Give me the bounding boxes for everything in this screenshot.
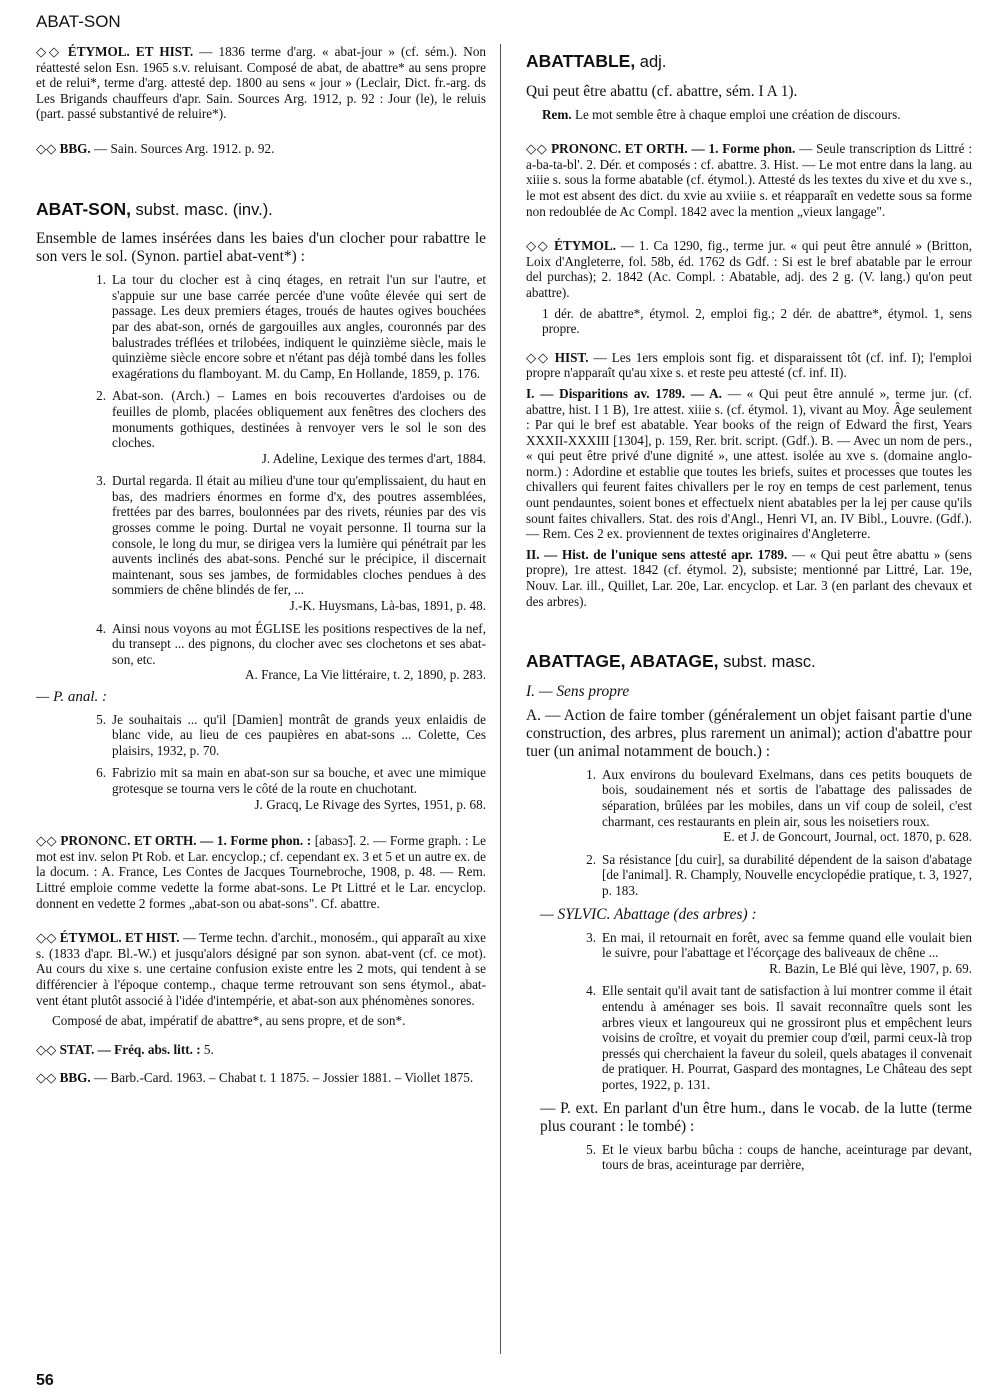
example-text: En mai, il retournait en forêt, avec sa femme quand elle voulait bien le suivre, pour l'abattage et l'écorçage des baliveaux de chêne ... — [602, 929, 972, 961]
page-number: 56 — [36, 1372, 54, 1389]
example-number: 5. — [96, 711, 106, 727]
bibliography-section-2 — [36, 1070, 486, 1086]
headword: ABAT-SON, — [36, 198, 131, 219]
pronunciation-section — [526, 141, 972, 219]
pronunciation-label: ◇◇ PRONONC. ET ORTH. — 1. Forme phon. — [526, 141, 796, 157]
example — [526, 852, 972, 899]
example-text: Je souhaitais ... qu'il [Damien] montrât de grands yeux enlaidis de blanc vide, au lieu de ces paupières en abat-sons ... — [112, 711, 486, 743]
etymology-text: — 1. Ca 1290, fig., terme jur. « qui peut être annulé » (Britton, Loix d'Angleterre, fol. 58b, éd. 1762 ds Gdf. : Si est le bref abatable par le errour del purchas); 2. 1842 (Ac. Compl. : Abatable, adj. des 2 g. (V. lang.) qu'on peut abattre). — [526, 238, 973, 300]
remark-text: Le mot semble être à chaque emploi une création de discours. — [574, 106, 901, 122]
bibliography-label: ◇◇ BBG. — [36, 1070, 91, 1086]
history-part-label: II. — Hist. de l'unique sens attesté apr. 1789. — [526, 546, 788, 562]
example — [526, 1142, 972, 1173]
example-number: 2. — [586, 851, 596, 867]
example-text: Aux environs du boulevard Exelmans, dans ces petits bouquets de bois, soudainement nés et sortis de l'abattage des palissades de séparation, brûlées par les mobiles, dans un vif coup de soleil, c'est charmant, ces restaurants en plein air, sous les noisetiers roux. — [602, 766, 972, 829]
pronunciation-text: [abasɔ̃]. 2. — Forme graph. : Le mot est inv. selon Pt Rob. et Lar. encyclop.; cf. cependant ex. 3 et 5 et un autre ex. de la docum. : A. France, Les Contes de Jacques Tournebroche, 1908, p. 48. — Rem. Littré emploie comme vedette la forme abat-sons. Le Pt Littré et le Lar. encyclop. donnent en vedette 2 formes „abat-son ou abat-sons". Cf. abattre. — [36, 833, 486, 911]
bibliography-text: — Sain. Sources Arg. 1912. p. 92. — [94, 140, 275, 156]
example-source: R. Champly, Nouvelle encyclopédie pratique, t. 3, 1927, p. 183. — [602, 867, 973, 898]
statistics-label: ◇◇ STAT. — Fréq. abs. litt. : — [36, 1041, 201, 1057]
headword: ABATTABLE, — [526, 51, 636, 71]
example-text: Ainsi nous voyons au mot ÉGLISE les positions respectives de la nef, du transept ... des pignons, du clocher avec ses clochetons et ses abat-son, etc. — [112, 620, 486, 667]
statistics-section — [36, 1042, 486, 1058]
example — [526, 767, 972, 845]
history-part-label: I. — Disparitions av. 1789. — A. — [526, 385, 722, 401]
example-text: Sa résistance [du cuir], sa durabilité dépendent de la saison d'abatage [de l'animal]. — [602, 851, 972, 883]
headword-grammar: subst. masc. (inv.). — [135, 200, 273, 219]
example — [526, 930, 972, 977]
definition: Ensemble de lames insérées dans les baies d'un clocher pour rabattre le son vers le sol. (Synon. partiel abat-vent*) : — [36, 230, 486, 266]
definition: Qui peut être abattu (cf. abattre, sém. I A 1). — [526, 82, 798, 100]
example — [526, 983, 972, 1092]
example-text: Elle sentait qu'il avait tant de satisfaction à lui montrer comme il était entendu à aménager ses bois. Il savait reconnaître quels sont les arbres vieux et langoureux qui ne grossiront plus et empêchent leurs voisins de croître, et voyait du premier coup d'œil, parmi ceux-là trop pressés qui cherchaient la faveur du soleil, quels abatages il convenait de pratiquer. — [602, 983, 972, 1077]
etymology-label: ◇◇ ÉTYMOL. — [526, 238, 617, 254]
headword: ABATTAGE, ABATAGE, — [526, 651, 719, 672]
example — [36, 712, 486, 759]
analogy-label: — P. anal. : — [36, 689, 107, 705]
history-text: — Les 1ers emplois sont fig. et disparaissent tôt (cf. inf. I); l'emploi propre n'apparaît qu'au xixe s. et reste peu attesté (cf. inf. II). — [526, 349, 972, 381]
example — [36, 765, 486, 812]
example-number: 6. — [96, 765, 106, 781]
example-number: 4. — [96, 620, 106, 636]
example-source: Colette, Ces plaisirs, 1932, p. 70. — [112, 727, 486, 758]
pronunciation-label: ◇◇ PRONONC. ET ORTH. — 1. Forme phon. : — [36, 833, 312, 849]
bibliography-label: ◇◇ BBG. — [36, 140, 91, 156]
etymology-label: ◇◇ ÉTYMOL. ET HIST. — [36, 44, 194, 59]
statistics-value: 5. — [203, 1041, 214, 1057]
example-source: J.-K. Huysmans, Là-bas, 1891, p. 48. — [289, 598, 486, 614]
sylvic-label: — SYLVIC. Abattage (des arbres) : — [540, 905, 757, 923]
example-source: J. Gracq, Le Rivage des Syrtes, 1951, p. 68. — [254, 796, 486, 812]
etymology-text: — Terme techn. d'archit., monosém., qui apparaît au xixe s. (1833 d'apr. Bl.-W.) et jusqu'alors désigné par son synon. abat-vent (cf. ce mot). Au cours du xixe s. une certaine confusion existe entre les 2 mots, qui tendent à se différencier à l'époque contemp., chaque terme retrouvant son sens étymol., abat-vent étant plutôt associé à l'idée d'intempérie, et abat-son aux phénomènes sonores. — [36, 930, 486, 1008]
etymology-text: — 1836 terme d'arg. « abat-jour » (cf. sém.). Non réattesté selon Esn. 1965 s.v. reluisant. Composé de abat, de abattre* au sens propre et de relui*, terme d'arg. attesté dep. 1800 au sens « jour » (Leclair, Dict. fr.-arg. ds Les Brigands chauffeurs d'apr. Sain. Sources Arg. 1912, p. 92 : Jour (le), le reluis (part. passé substantivé de reluire*). — [36, 44, 487, 122]
pronunciation-section — [36, 833, 486, 911]
entry-headword-abattable — [526, 51, 972, 71]
history-label: ◇◇ HIST. — [526, 349, 589, 365]
headword-grammar: adj. — [639, 53, 667, 71]
bibliography-section-1 — [36, 141, 486, 157]
example — [36, 272, 486, 381]
history-part-1 — [526, 386, 972, 542]
example-number: 1. — [96, 272, 106, 288]
column-rule — [500, 44, 501, 1354]
example-source: H. Pourrat, Gaspard des montagnes, Le Château des sept portes, 1922, p. 131. — [602, 1061, 972, 1092]
etymology-derivation: 1 dér. de abattre*, étymol. 2, emploi fig.; 2 dér. de abattre*, étymol. 1, sens propre. — [542, 305, 972, 337]
entry-headword-abat-son — [36, 198, 486, 219]
left-column — [36, 44, 486, 1091]
right-column — [526, 44, 972, 1180]
etymology-label: ◇◇ ÉTYMOL. ET HIST. — [36, 930, 180, 946]
example-source: A. France, La Vie littéraire, t. 2, 1890, p. 283. — [244, 667, 486, 683]
example-number: 3. — [586, 929, 596, 945]
history-part-text: — « Qui peut être annulé », terme jur. (cf. abattre, hist. I 1 B), 1re attest. xiiie s. (cf. étymol. 1), vivant au Moy. Âge seulement : Par qui le bref est abatable. Year books of the reign of Edward the first, Years XXXII-XXXIII [1304], p. 159, Rer. brit. script. (Gdf.). B. — Avec un nom de pers., « qui peut être privé d'une dignité », une attest. isolée au xve s. (domaine anglo-norm.) : Adordine et establie que toutes les briefs, suites et processes que toutes les chivallers qui feurent faites chivallers per le roy en temps de cest parlement, tenus ount pendauntes, soient bones et effectuelx nient abatables per la lej per cause qu'ils sount faites chivallers. Stat. des rois d'Angl., Henri VI, an. IV Bibl., Louvre. (Gdf.). — Rem. Ces 2 ex. proviennent de textes originaires d'Angleterre. — [526, 385, 972, 542]
example-source: E. et J. de Goncourt, Journal, oct. 1870, p. 628. — [723, 829, 972, 845]
etymology-composition: Composé de abat, impératif de abattre*, au sens propre, et de son*. — [52, 1013, 406, 1029]
example — [36, 621, 486, 683]
example-source: M. du Camp, En Hollande, 1859, p. 176. — [265, 365, 481, 381]
remark — [526, 107, 972, 123]
example — [36, 473, 486, 613]
headword-grammar: subst. masc. — [723, 653, 816, 672]
pronunciation-text: — Seule transcription ds Littré : a-ba-ta-bl'. 2. Dér. et composés : cf. abattre. 3. Hist. — Le mot entre dans la lang. au xiiie s. sous la forme abatable (cf. étymol.). Attesté ds les textes du xive et du xve s., le mot est absent des dict. du xvie au xviiie s. et réapparaît en vedette sous sa forme non redoublée de Ac Compl. 1842 avec la mention „vieux langage". — [526, 141, 972, 219]
example-text: Abat-son. (Arch.) – Lames en bois recouvertes d'ardoises ou de feuilles de plomb, placées obliquement aux fenêtres des clochers des monuments gothiques, destinées à renvoyer vers le sol le son des cloches. — [112, 388, 486, 451]
example-number: 2. — [96, 388, 106, 404]
entry-headword-abattage — [526, 651, 972, 672]
remark-label: Rem. — [542, 106, 572, 122]
example-text: Durtal regarda. Il était au milieu d'une tour qu'emplissaient, du haut en bas, des madriers énormes en forme d'x, des poutres assemblées, frettées par des barres, boulonnées par des rivets, réunies par des vis grosses comme le poing. Durtal ne voyait personne. Il tourna sur la console, le long du mur, se dirigea vers la lumière qui pénétrait par les auvents inclinés des abat-sons. Penché sur le précipice, il discernait maintenant, sous ses jambes, de formidables cloches pendues à des sommiers de chêne blindés de fer, ... — [112, 473, 486, 598]
sense-heading: I. — Sens propre — [526, 682, 630, 700]
example-text: Et le vieux barbu bûcha : coups de hanche, aceinturage par devant, tours de bras, aceinturage par derrière, — [602, 1141, 972, 1173]
example-number: 5. — [586, 1141, 596, 1157]
example-text: La tour du clocher est à cinq étages, en retrait l'un sur l'autre, et s'appuie sur une base carrée percée d'une voûte élevée qui sert de passage. Les deux premiers étages, troués de hautes ogives bouchées par des abat-son, ornés de gargouilles aux angles, couronnés par des balustrades tréflées et trilobées, indiquent le quinzième siècle, mais le quinzième siècle encore sobre et n'étant pas déjà tombé dans les folles exagérations du flamboyant. — [112, 272, 486, 381]
example-number: 3. — [96, 473, 106, 489]
example-number: 4. — [586, 983, 596, 999]
etymology-section — [526, 238, 972, 300]
etymology-section-2 — [36, 930, 486, 1008]
example-source: R. Bazin, Le Blé qui lève, 1907, p. 69. — [769, 960, 972, 976]
example — [36, 388, 486, 466]
history-part-2 — [526, 547, 972, 609]
example-number: 1. — [586, 766, 596, 782]
example-text: Fabrizio mit sa main en abat-son sur sa bouche, et avec une mimique grotesque se tourna vers le côté de la route en chuchotant. — [112, 765, 486, 796]
etymology-section-1 — [36, 44, 486, 122]
sense-definition: A. — Action de faire tomber (généralement un objet faisant partie d'une construction, des arbres, plus rarement un animal); action d'abattre pour tuer (un animal notamment de bouch.) : — [526, 706, 972, 760]
extension-label: — P. ext. En parlant d'un être hum., dans le vocab. de la lutte (terme plus courant : le tombé) : — [540, 1099, 972, 1135]
history-part-text: — « Qui peut être abattu » (sens propre), 1re attest. 1842 (cf. étymol. 2), subsiste; mentionné par Littré, Lar. 19e, Nouv. Lar. ill., Quillet, Lar. 20e, Lar. encyclop. et Lar. 3 (en parlant des chevaux et des arbres). — [526, 546, 972, 609]
bibliography-text: — Barb.-Card. 1963. – Chabat t. 1 1875. – Jossier 1881. – Viollet 1875. — [94, 1070, 474, 1086]
history-section — [526, 350, 972, 381]
running-head: ABAT-SON — [36, 12, 121, 31]
example-source: J. Adeline, Lexique des termes d'art, 1884. — [261, 450, 486, 466]
